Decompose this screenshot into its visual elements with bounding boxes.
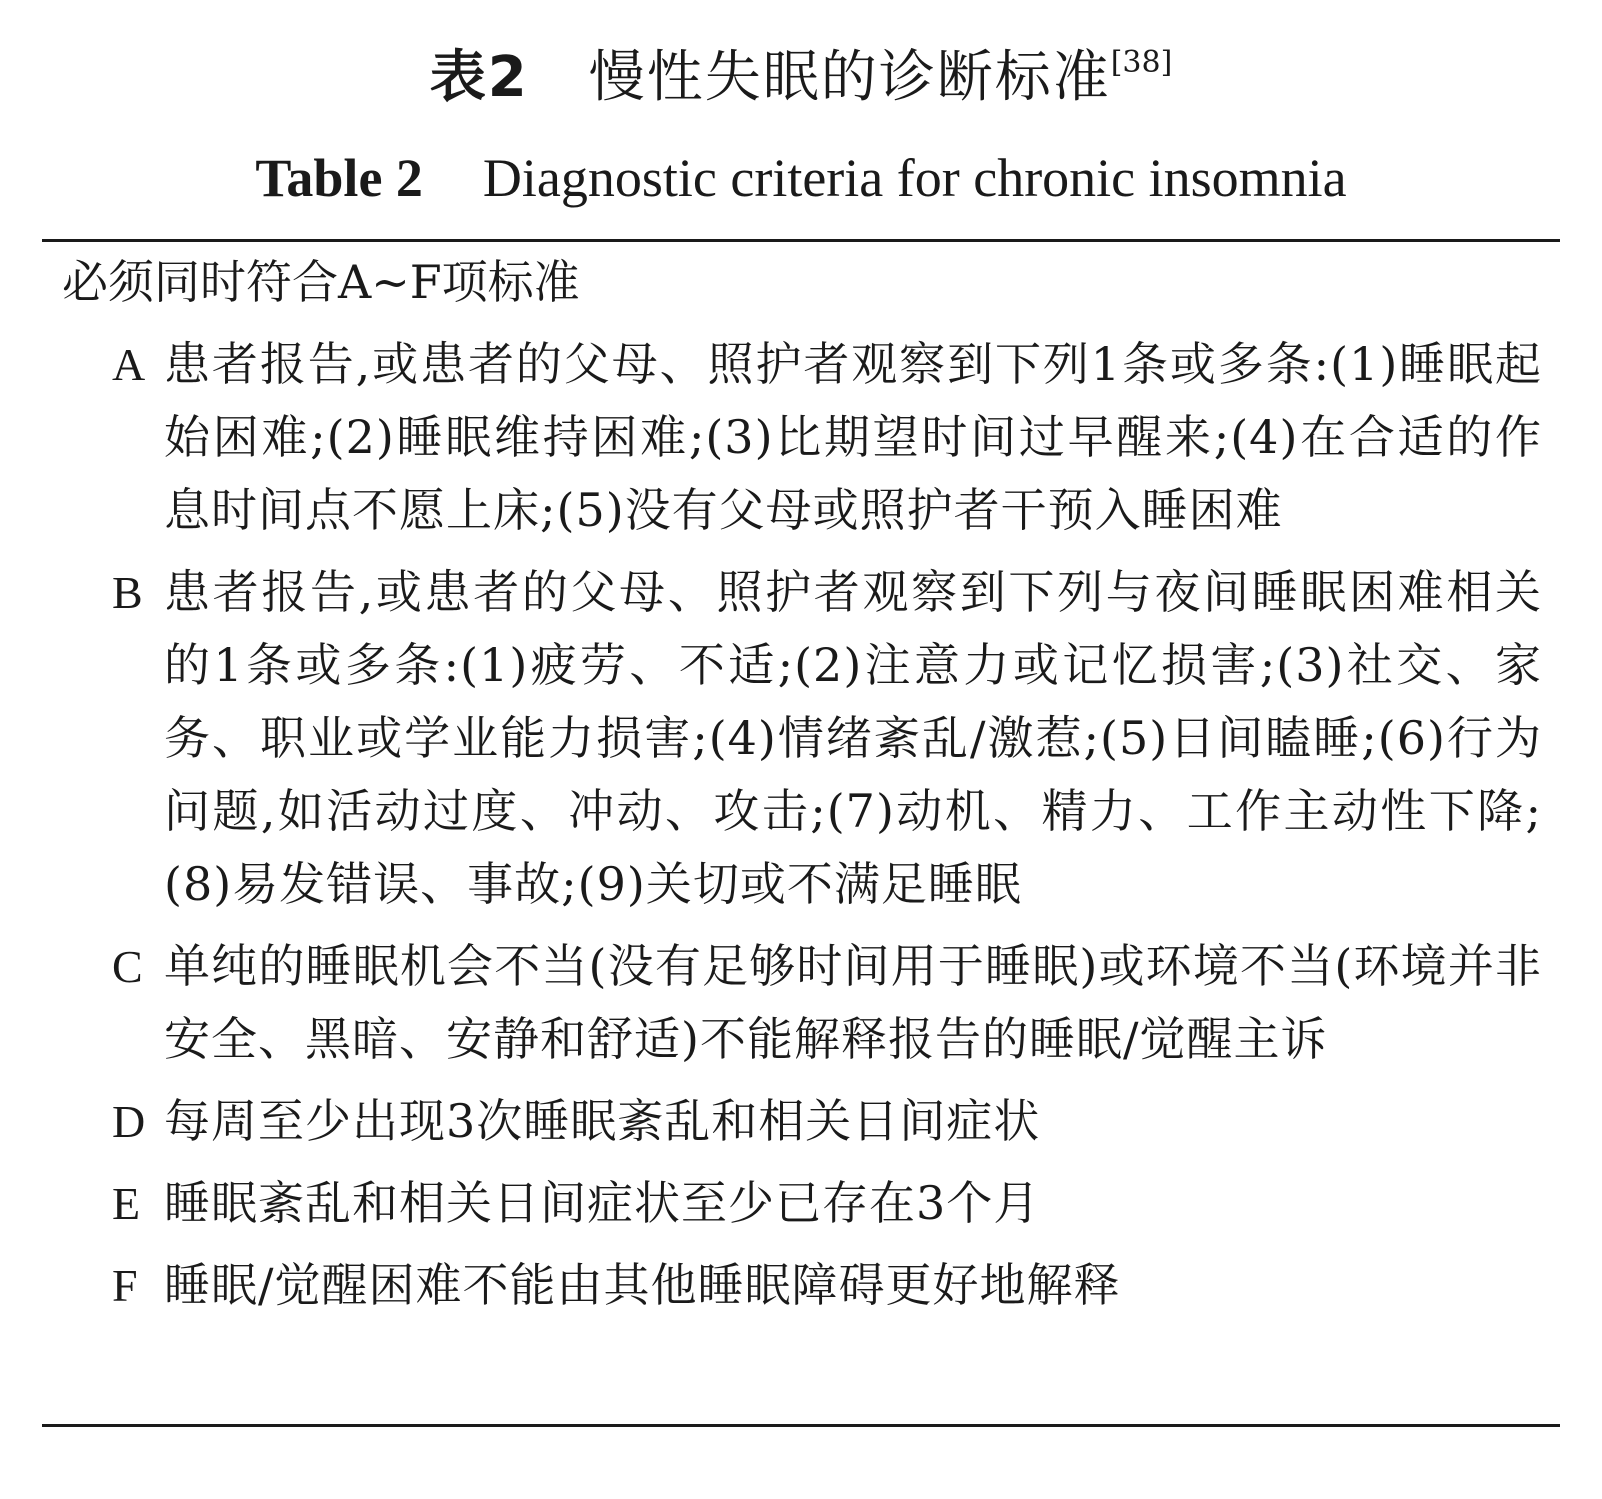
reference-citation: [38] (1110, 45, 1173, 80)
table-top-rule (42, 239, 1560, 242)
table-label-english: Table 2 (255, 148, 423, 208)
criterion-d (112, 1085, 1542, 1158)
criteria-list (112, 328, 1542, 1331)
criterion-text: 睡眠/觉醒困难不能由其他睡眠障碍更好地解释 (164, 1258, 1121, 1312)
criterion-letter: E (112, 1178, 141, 1229)
criterion-letter: D (112, 1096, 146, 1147)
criterion-b (112, 556, 1542, 921)
criterion-letter: C (112, 941, 143, 992)
table-title-english (0, 138, 1602, 218)
criterion-text: 患者报告,或患者的父母、照护者观察到下列1条或多条:(1)睡眠起始困难;(2)睡眠维持困难;(3)比期望时间过早醒来;(4)在合适的作息时间点不愿上床;(5)没有父母或照护者干预入睡困难 (164, 337, 1542, 537)
criterion-a (112, 328, 1542, 547)
table-caption-english: Diagnostic criteria for chronic insomnia (482, 148, 1347, 208)
criterion-f (112, 1249, 1542, 1322)
criterion-letter: B (112, 567, 143, 618)
table-label-chinese: 表2 (429, 45, 529, 110)
criterion-letter: F (112, 1260, 138, 1311)
criterion-text: 单纯的睡眠机会不当(没有足够时间用于睡眠)或环境不当(环境并非安全、黑暗、安静和舒适)不能解释报告的睡眠/觉醒主诉 (164, 939, 1542, 1066)
criteria-intro: 必须同时符合A~F项标准 (62, 255, 580, 309)
criterion-c (112, 930, 1542, 1076)
table-caption-chinese: 慢性失眠的诊断标准 (588, 45, 1111, 110)
criterion-text: 患者报告,或患者的父母、照护者观察到下列与夜间睡眠困难相关的1条或多条:(1)疲劳、不适;(2)注意力或记忆损害;(3)社交、家务、职业或学业能力损害;(4)情绪紊乱/激惹;(5)日间瞌睡;(6)行为问题,如活动过度、冲动、攻击;(7)动机、精力、工作主动性下降;(8)易发错误、事故;(9)关切或不满足睡眠 (164, 565, 1542, 911)
criterion-letter: A (112, 339, 146, 390)
criterion-text: 睡眠紊乱和相关日间症状至少已存在3个月 (164, 1176, 1041, 1230)
table-title-chinese (0, 38, 1602, 118)
table-bottom-rule (42, 1424, 1560, 1427)
criterion-e (112, 1167, 1542, 1240)
criterion-text: 每周至少出现3次睡眠紊乱和相关日间症状 (164, 1094, 1041, 1148)
